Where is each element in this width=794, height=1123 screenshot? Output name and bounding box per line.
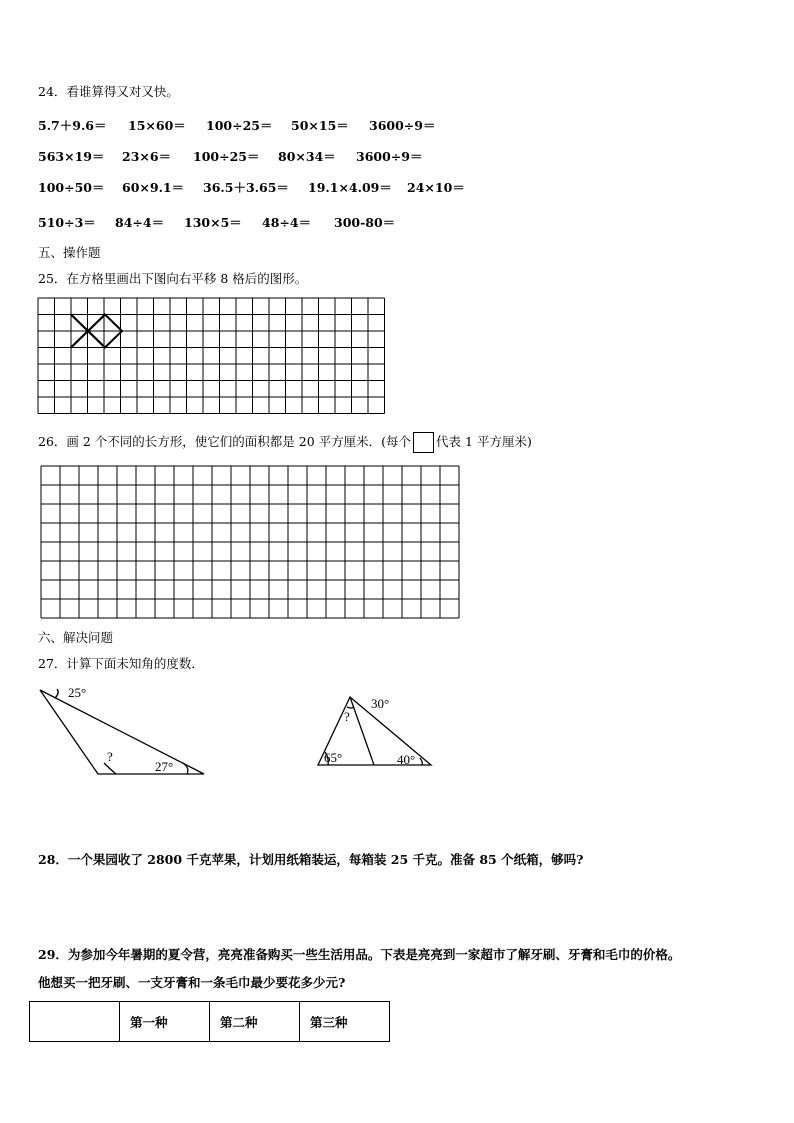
- q25-grid: [38, 298, 388, 414]
- calc-item: 48÷4＝: [262, 215, 312, 230]
- calc-item: 24×10＝: [407, 180, 465, 195]
- calc-item: 5.7＋9.6＝: [38, 118, 107, 133]
- price-table: [29, 1001, 390, 1042]
- triangle-2-unknown: ?: [344, 709, 350, 724]
- calc-item: 36.5＋3.65＝: [203, 180, 289, 195]
- calc-item: 100÷50＝: [38, 180, 105, 195]
- q28-title: 28．一个果园收了 2800 千克苹果，计划用纸箱装运，每箱装 25 千克。准备 85 个纸箱，够吗?: [38, 852, 584, 867]
- q26-title: [38, 432, 532, 453]
- table-row: [30, 1002, 390, 1042]
- calc-item: 15×60＝: [128, 118, 186, 133]
- triangle-1-unknown: ?: [107, 749, 113, 764]
- q26-title-after: 代表 1 平方厘米): [436, 434, 532, 449]
- q29-line-2: 他想买一把牙刷、一支牙膏和一条毛巾最少要花多少元?: [38, 975, 346, 990]
- q25-title: 25．在方格里画出下图向右平移 8 格后的图形。: [38, 271, 308, 286]
- q29-line-1: 29．为参加今年暑期的夏令营，亮亮准备购买一些生活用品。下表是亮亮到一家超市了解牙刷、牙膏和毛巾的价格。: [38, 947, 681, 962]
- unit-square-icon: [413, 432, 434, 453]
- calc-item: 3600÷9＝: [356, 149, 423, 164]
- calc-item: 50×15＝: [291, 118, 349, 133]
- triangle-1-angle-right: 27°: [155, 759, 174, 774]
- triangle-2-angle-left: 65°: [324, 750, 343, 765]
- q24-title: 24．看谁算得又对又快。: [38, 84, 179, 99]
- calc-item: 80×34＝: [278, 149, 336, 164]
- calc-item: 300-80＝: [334, 215, 396, 230]
- section-6-title: 六、解决问题: [38, 630, 114, 645]
- calc-item: 84÷4＝: [115, 215, 165, 230]
- table-header-cell: 第二种: [210, 1002, 300, 1042]
- calc-item: 3600÷9＝: [369, 118, 436, 133]
- table-header-cell: 第三种: [300, 1002, 390, 1042]
- calc-item: 100÷25＝: [206, 118, 273, 133]
- calc-item: 510÷3＝: [38, 215, 96, 230]
- calc-item: 100÷25＝: [193, 149, 260, 164]
- calc-item: 130×5＝: [184, 215, 242, 230]
- calc-item: 563×19＝: [38, 149, 105, 164]
- calc-item: 19.1×4.09＝: [308, 180, 392, 195]
- section-5-title: 五、操作题: [38, 245, 101, 260]
- q27-title: 27．计算下面未知角的度数．: [38, 656, 204, 671]
- q26-grid: [41, 466, 458, 618]
- table-header-cell: 第一种: [120, 1002, 210, 1042]
- calc-item: 60×9.1＝: [122, 180, 185, 195]
- table-header-cell: [30, 1002, 120, 1042]
- triangle-2-angle-top: 30°: [371, 696, 390, 711]
- q26-title-before: 26．画 2 个不同的长方形，使它们的面积都是 20 平方厘米．(每个: [38, 434, 412, 449]
- triangle-1-angle-top: 25°: [68, 685, 87, 700]
- triangle-2-angle-right: 40°: [397, 752, 416, 767]
- calc-item: 23×6＝: [122, 149, 172, 164]
